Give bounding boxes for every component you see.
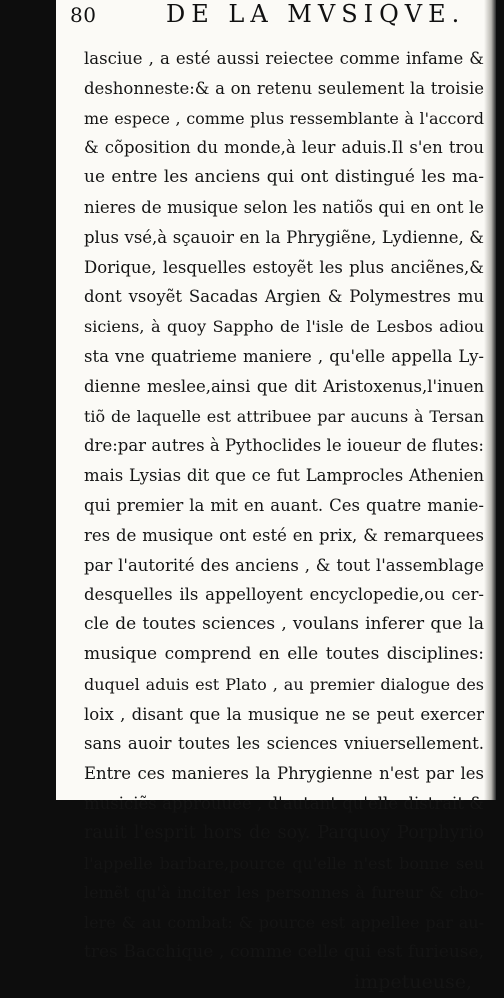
text-line: siciens, à quoy Sappho de l'isle de Lesbos adiou — [84, 317, 484, 337]
text-line: loix , disant que la musique ne se peut exercer — [84, 704, 484, 724]
text-line: me espece , comme plus ressemblante à l'accord — [84, 108, 484, 128]
book-page — [56, 0, 496, 993]
text-line: Dorique, lesquelles estoyẽt les plus anciẽnes,& — [84, 257, 484, 277]
text-line: deshonneste:& a on retenu seulement la troisie — [84, 78, 484, 98]
text-line: dre:par autres à Pythoclides le ioueur de flutes: — [84, 436, 484, 456]
text-line: ue entre les anciens qui ont distingué les ma- — [84, 167, 484, 188]
text-line: rauit l'esprit hors de soy. Parquoy Porphyrio — [84, 822, 484, 843]
text-line: sans auoir toutes les sciences vniuersellement. — [84, 734, 484, 754]
text-line: dont vsoyẽt Sacadas Argien & Polymestres mu — [84, 287, 484, 307]
text-line: res de musique ont esté en prix, & remarquees — [84, 525, 484, 545]
catchword: impetueuse, — [354, 970, 472, 993]
text-line: duquel aduis est Plato , au premier dialogue des — [84, 674, 484, 694]
text-line: & cõposition du monde,à leur aduis.Il s'en trou — [84, 138, 484, 158]
page-header — [56, 0, 496, 44]
text-line: musique comprend en elle toutes disciplines: — [84, 643, 484, 664]
text-line: lere & au combat: & pource est appellee par au- — [84, 913, 484, 933]
text-line: par l'autorité des anciens , & tout l'assemblage — [84, 555, 484, 575]
text-line: tiõ de laquelle est attribuee par aucuns à Tersan — [84, 406, 484, 426]
text-line: cle de toutes sciences , voulans inferer que la — [84, 614, 484, 635]
text-line: desquelles ils appelloyent encyclopedie,ou cer- — [84, 585, 484, 605]
text-line: qui premier la mit en auant. Ces quatre manie- — [84, 495, 484, 515]
text-line: tres Bacchique , comme celle qui est furieuse, — [84, 941, 484, 962]
text-line: Entre ces manieres la Phrygienne n'est par les — [84, 764, 484, 784]
text-line: dienne meslee,ainsi que dit Aristoxenus,l'inuen — [84, 376, 484, 396]
running-head: DE LA MVSIQVE. — [166, 0, 466, 28]
text-line: l'appelle barbare,pource qu'elle n'est bonne seu — [84, 853, 484, 873]
text-line: plus vsé,à sçauoir en la Phrygiẽne, Lydienne, & — [84, 227, 484, 247]
page-edge-shadow — [484, 0, 496, 800]
text-line: mais Lysias dit que ce fut Lamprocles Athenien — [84, 466, 484, 486]
text-line: nieres de musique selon les natiõs qui en ont le — [84, 197, 484, 217]
page-number: 80 — [70, 3, 97, 27]
text-line: sta vne quatrieme maniere , qu'elle appella Ly- — [84, 346, 484, 366]
text-line: lemẽt qu'à inciter les personnes à fureur & cho- — [84, 883, 484, 903]
body-text — [84, 44, 484, 998]
text-line: lasciue , a esté aussi reiectee comme infame & — [84, 49, 484, 68]
text-line: musiciẽs approuuee , d'autant qu'elle distrait & — [84, 793, 484, 813]
